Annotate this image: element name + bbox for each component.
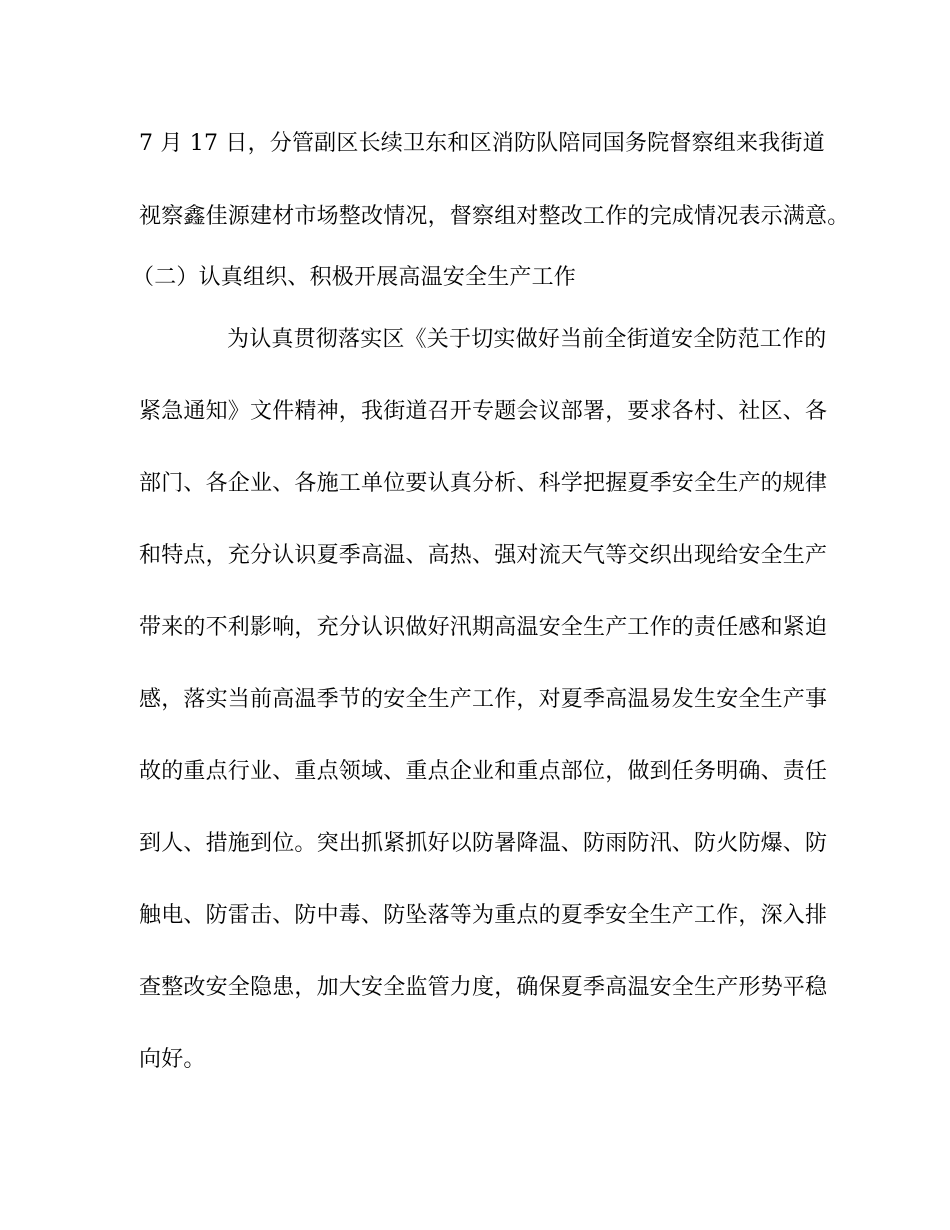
paragraph-line: 部门、各企业、各施工单位要认真分析、科学把握夏季安全生产的规律 — [139, 471, 828, 496]
paragraph-line: 查整改安全隐患，加大安全监管力度，确保夏季高温安全生产形势平稳 — [139, 975, 828, 1000]
paragraph-line: 7 月 17 日，分管副区长续卫东和区消防队陪同国务院督察组来我街道 — [139, 131, 825, 156]
paragraph-line: 到人、措施到位。突出抓紧抓好以防暑降温、防雨防汛、防火防爆、防 — [139, 831, 828, 856]
paragraph-line: 和特点，充分认识夏季高温、高热、强对流天气等交织出现给安全生产 — [139, 543, 828, 568]
paragraph-line: 故的重点行业、重点领域、重点企业和重点部位，做到任务明确、责任 — [139, 759, 828, 784]
section-heading: （二）认真组织、积极开展高温安全生产工作 — [132, 265, 577, 290]
paragraph-line: 感，落实当前高温季节的安全生产工作，对夏季高温易发生安全生产事 — [139, 687, 828, 712]
paragraph-line: 带来的不利影响，充分认识做好汛期高温安全生产工作的责任感和紧迫 — [139, 615, 828, 640]
paragraph-line: 向好。 — [139, 1047, 206, 1072]
paragraph-line: 触电、防雷击、防中毒、防坠落等为重点的夏季安全生产工作，深入排 — [139, 903, 828, 928]
paragraph-line: 为认真贯彻落实区《关于切实做好当前全街道安全防范工作的 — [227, 327, 827, 352]
paragraph-line: 视察鑫佳源建材市场整改情况，督察组对整改工作的完成情况表示满意。 — [139, 204, 850, 229]
paragraph-line: 紧急通知》文件精神，我街道召开专题会议部署，要求各村、社区、各 — [139, 399, 828, 424]
